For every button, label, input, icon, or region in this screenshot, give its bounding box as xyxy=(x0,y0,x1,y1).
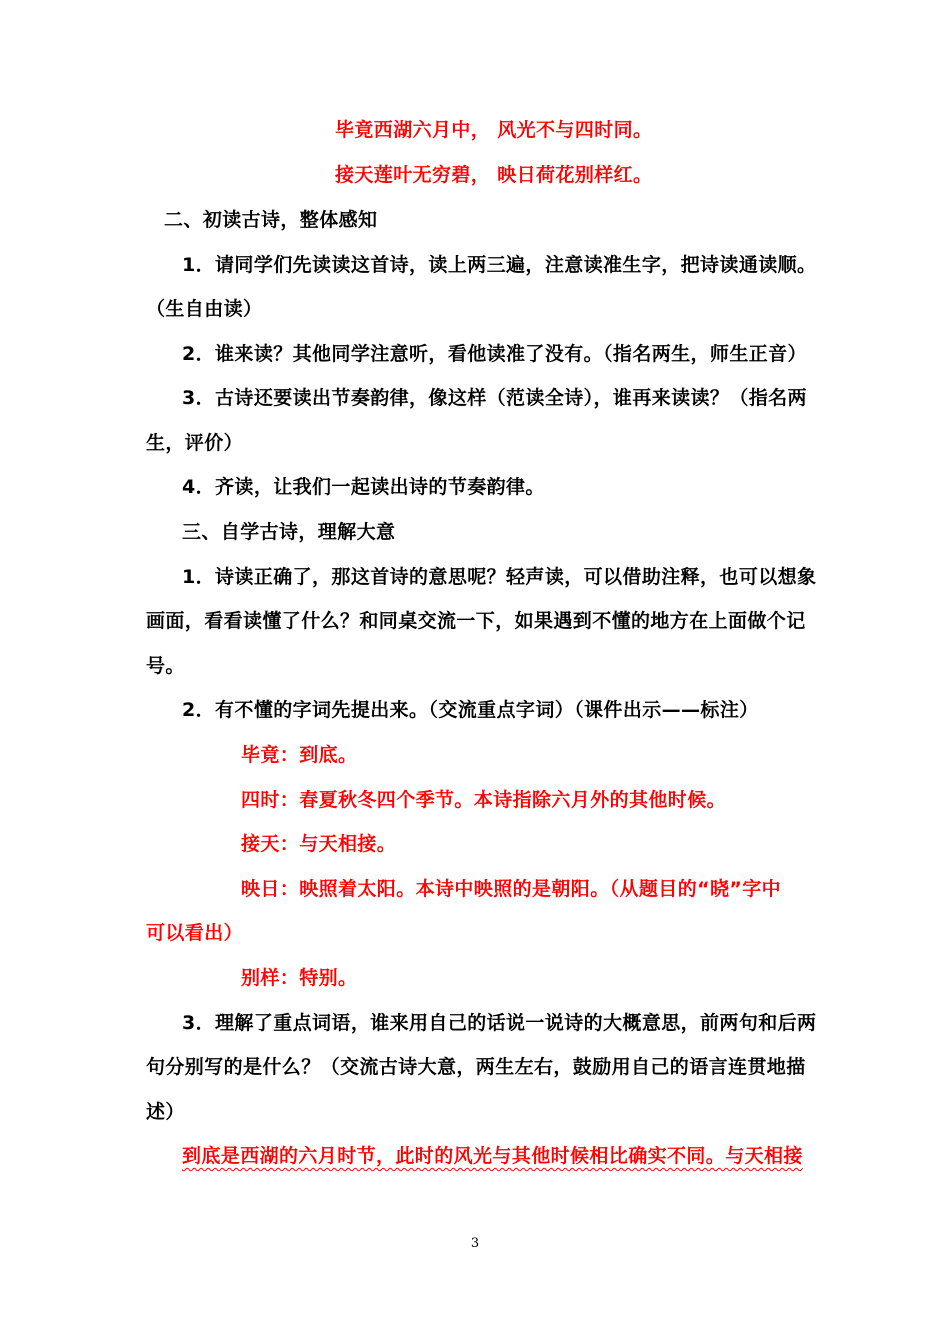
paragraph-line: 3．古诗还要读出节奏韵律，像这样（范读全诗），谁再来读读？（指名两 xyxy=(182,387,807,409)
poem-meaning-line: 到底是西湖的六月时节，此时的风光与其他时候相比确实不同。与天相接 xyxy=(182,1145,803,1167)
paragraph-line: 3．理解了重点词语，谁来用自己的话说一说诗的大概意思，前两句和后两 xyxy=(182,1012,817,1034)
paragraph-line: 句分别写的是什么？（交流古诗大意，两生左右，鼓励用自己的语言连贯地描 xyxy=(146,1056,806,1078)
paragraph-line: 生，评价） xyxy=(146,432,244,454)
vocab-definition: 接天：与天相接。 xyxy=(241,833,397,855)
vocab-definition: 别样：特别。 xyxy=(241,967,358,989)
paragraph-line: 述） xyxy=(146,1101,185,1123)
paragraph-line: 2．谁来读？其他同学注意听，看他读准了没有。（指名两生，师生正音） xyxy=(182,343,807,365)
paragraph-line: （生自由读） xyxy=(146,298,263,320)
page-number: 3 xyxy=(470,1236,480,1251)
section-heading-3: 三、自学古诗，理解大意 xyxy=(182,521,396,543)
paragraph-line: 1．请同学们先读读这首诗，读上两三遍，注意读准生字，把诗读通读顺。 xyxy=(182,254,817,276)
paragraph-line: 2．有不懂的字词先提出来。（交流重点字词）（课件出示——标注） xyxy=(182,699,759,721)
paragraph-line: 画面，看看读懂了什么？和同桌交流一下，如果遇到不懂的地方在上面做个记 xyxy=(146,610,806,632)
vocab-definition-continued: 可以看出） xyxy=(146,922,244,944)
section-heading-2: 二、初读古诗，整体感知 xyxy=(164,209,378,231)
vocab-definition: 毕竟：到底。 xyxy=(241,744,358,766)
paragraph-line: 4．齐读，让我们一起读出诗的节奏韵律。 xyxy=(182,476,545,498)
paragraph-line: 号。 xyxy=(146,655,185,677)
paragraph-line: 1．诗读正确了，那这首诗的意思呢？轻声读，可以借助注释，也可以想象 xyxy=(182,566,817,588)
poem-line-1: 毕竟西湖六月中， 风光不与四时同。 xyxy=(335,119,653,141)
vocab-definition: 映日：映照着太阳。本诗中映照的是朝阳。（从题目的“晓”字中 xyxy=(241,878,782,900)
poem-line-2: 接天莲叶无穷碧， 映日荷花别样红。 xyxy=(335,164,653,186)
vocab-definition: 四时：春夏秋冬四个季节。本诗指除六月外的其他时候。 xyxy=(241,789,727,811)
